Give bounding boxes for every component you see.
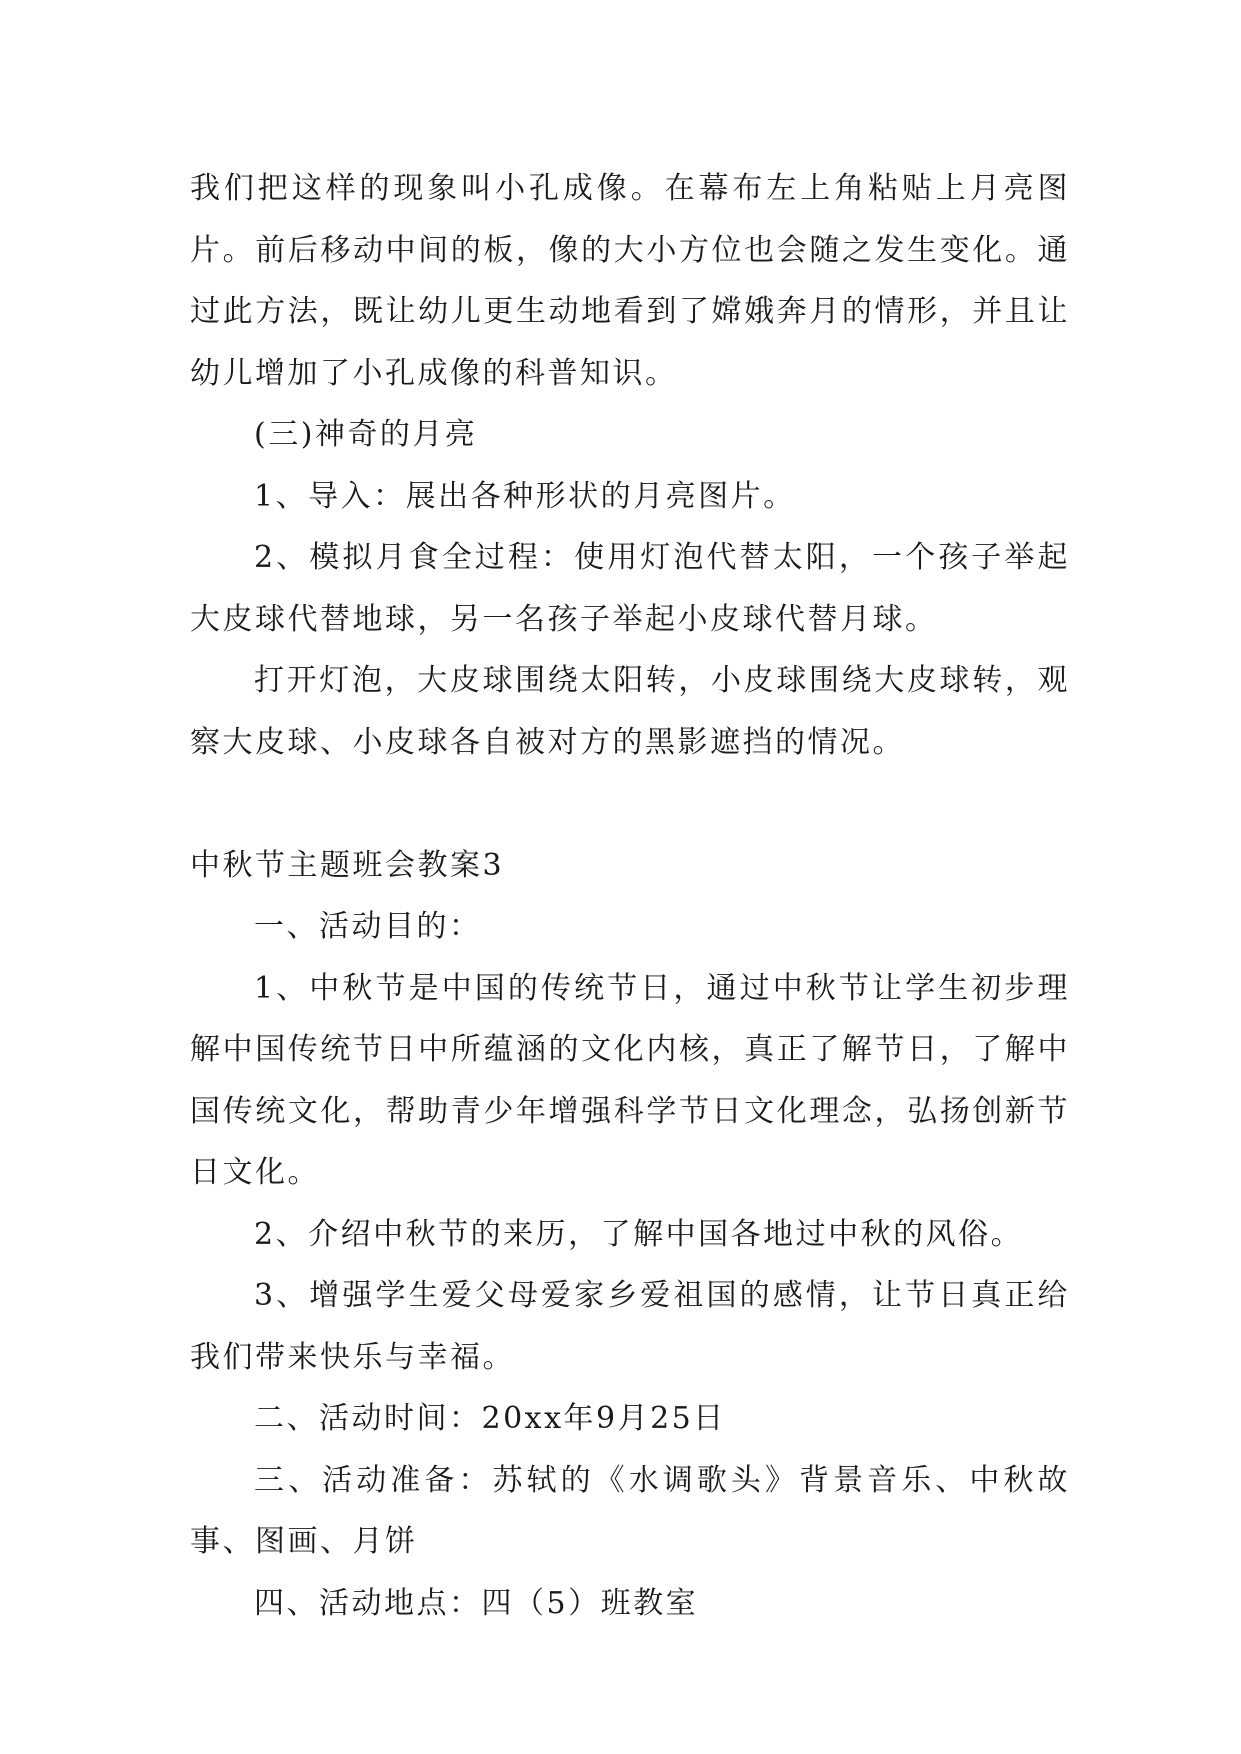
paragraph-activity-time: 二、活动时间：20xx年9月25日 xyxy=(254,1401,726,1436)
heading-activity-purpose: 一、活动目的： xyxy=(254,909,482,944)
paragraph-pinhole-imaging: 我们把这样的现象叫小孔成像。在幕布左上角粘贴上月亮图片。前后移动中间的板，像的大小方位也会随之发生变化。通过此方法，既让幼儿更生动地看到了嫦娥奔月的情形，并且让幼儿增加了小孔成像的科普知识。 xyxy=(190,171,1070,391)
paragraph-lunar-eclipse-simulation: 2、模拟月食全过程：使用灯泡代替太阳，一个孩子举起大皮球代替地球，另一名孩子举起小皮球代替月球。 xyxy=(190,540,1070,637)
document-body xyxy=(190,158,1070,1634)
paragraph-intro-moon-pictures: 1、导入：展出各种形状的月亮图片。 xyxy=(254,478,796,514)
paragraph-purpose-1: 1、中秋节是中国的传统节日，通过中秋节让学生初步理解中国传统节日中所蕴涵的文化内核，真正了解节日，了解中国传统文化，帮助青少年增强科学节日文化理念，弘扬创新节日文化。 xyxy=(190,970,1070,1190)
paragraph-activity-preparation: 三、活动准备：苏轼的《水调歌头》背景音乐、中秋故事、图画、月饼 xyxy=(190,1462,1070,1559)
paragraph-observe-shadows: 打开灯泡，大皮球围绕太阳转，小皮球围绕大皮球转，观察大皮球、小皮球各自被对方的黑影遮挡的情况。 xyxy=(190,663,1070,760)
heading-magic-moon: (三)神奇的月亮 xyxy=(254,417,478,452)
paragraph-activity-location: 四、活动地点：四（5）班教室 xyxy=(254,1585,699,1621)
paragraph-purpose-3: 3、增强学生爱父母爱家乡爱祖国的感情，让节日真正给我们带来快乐与幸福。 xyxy=(190,1278,1070,1375)
section-title-lesson-plan-3: 中秋节主题班会教案3 xyxy=(190,847,505,883)
paragraph-purpose-2: 2、介绍中秋节的来历，了解中国各地过中秋的风俗。 xyxy=(254,1216,1024,1252)
